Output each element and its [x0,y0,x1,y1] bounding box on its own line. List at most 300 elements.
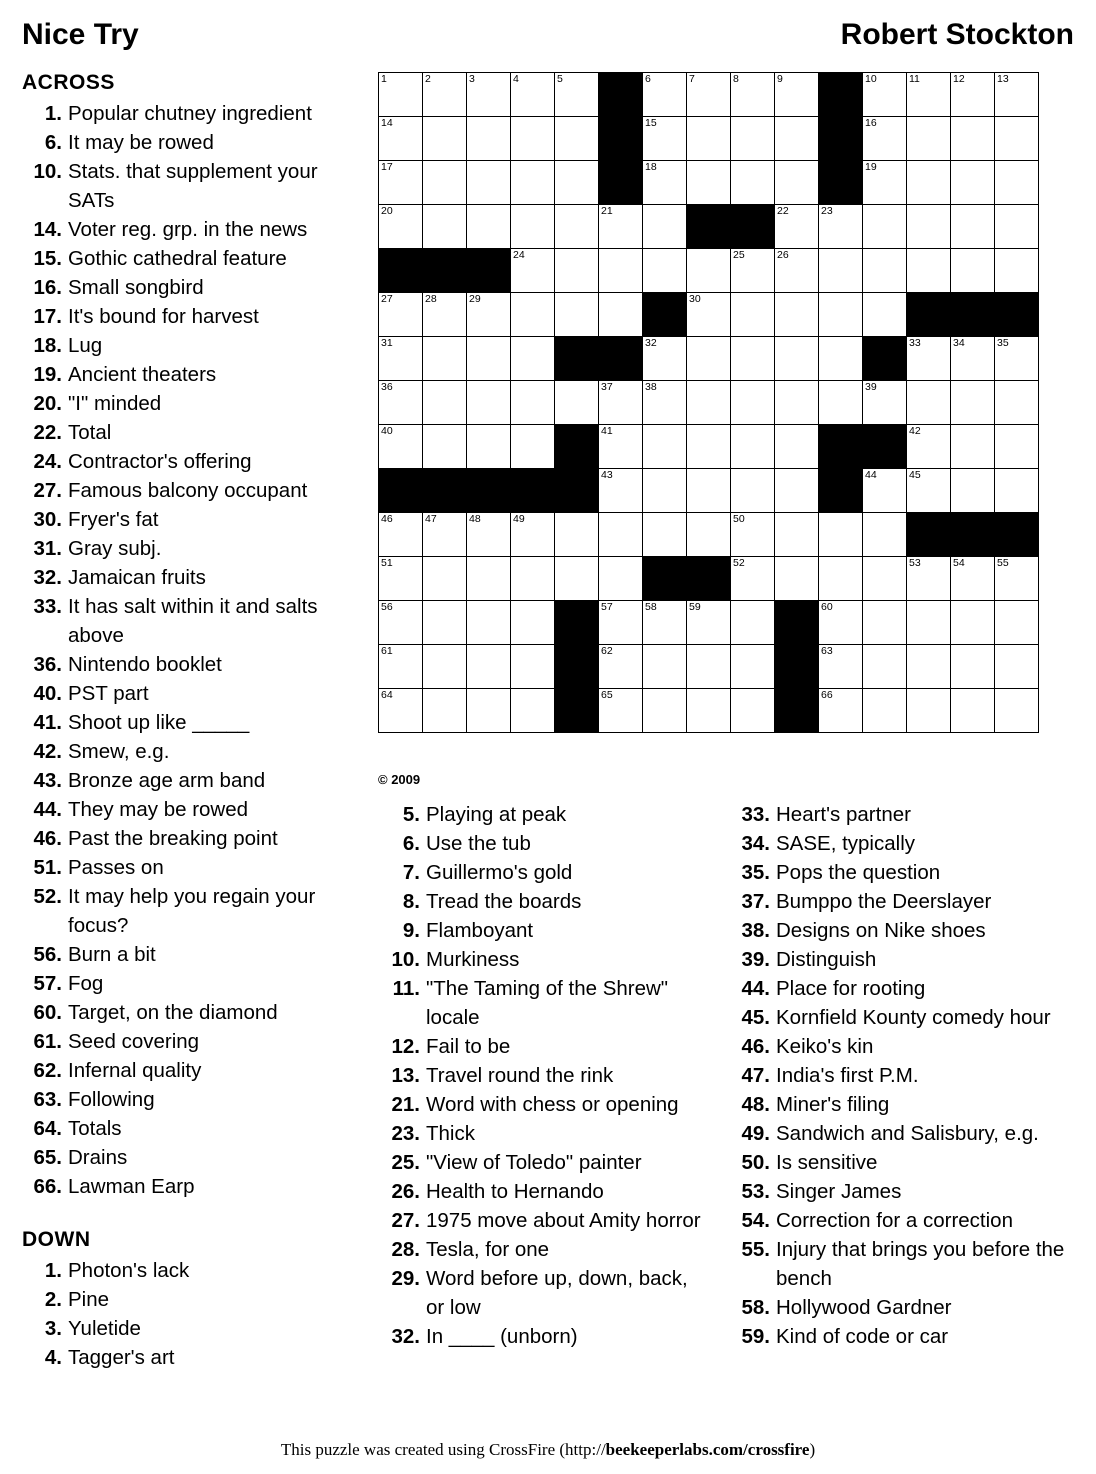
grid-cell-number: 42 [909,425,921,437]
grid-cell[interactable] [907,73,951,117]
grid-cell[interactable] [995,601,1039,645]
clue-item [728,887,1078,916]
grid-cell[interactable] [555,161,599,205]
grid-cell[interactable] [599,425,643,469]
grid-cell[interactable] [687,293,731,337]
grid-cell[interactable] [775,117,819,161]
grid-cell[interactable] [423,293,467,337]
grid-cell-number: 25 [733,249,745,261]
grid-cell[interactable] [467,293,511,337]
grid-cell[interactable] [951,337,995,381]
grid-cell-number: 7 [689,73,695,85]
clue-item [22,505,362,534]
grid-cell[interactable] [599,249,643,293]
grid-cell[interactable] [907,337,951,381]
grid-cell[interactable] [731,117,775,161]
grid-cell-number: 36 [381,381,393,393]
grid-cell[interactable] [379,293,423,337]
grid-cell[interactable] [863,117,907,161]
clue-item [378,974,708,1032]
grid-cell[interactable] [555,73,599,117]
grid-cell[interactable] [951,117,995,161]
grid-cell[interactable] [423,557,467,601]
grid-cell[interactable] [467,337,511,381]
clue-number: 15. [33,247,62,270]
clue-number: 9. [402,919,420,942]
clue-number: 39. [741,948,770,971]
grid-cell[interactable] [819,381,863,425]
grid-cell[interactable] [731,249,775,293]
grid-cell[interactable] [555,117,599,161]
clue-number: 7. [402,861,420,884]
grid-cell[interactable] [951,425,995,469]
clue-number: 21. [391,1093,420,1116]
grid-cell[interactable] [687,73,731,117]
grid-cell[interactable] [423,205,467,249]
grid-cell[interactable] [511,645,555,689]
grid-cell[interactable] [467,425,511,469]
clue-item [22,99,362,128]
grid-cell[interactable] [775,381,819,425]
grid-cell[interactable] [555,249,599,293]
grid-cell[interactable] [995,161,1039,205]
clue-item [22,592,362,650]
grid-cell[interactable] [775,161,819,205]
grid-cell[interactable] [731,73,775,117]
clue-item [22,534,362,563]
grid-cell[interactable] [863,249,907,293]
grid-cell[interactable] [995,381,1039,425]
grid-cell[interactable] [511,337,555,381]
clue-text: Kornfield Kounty comedy hour [776,1006,1051,1029]
grid-cell[interactable] [951,161,995,205]
grid-cell[interactable] [511,601,555,645]
grid-cell-number: 12 [953,73,965,85]
grid-cell[interactable] [775,337,819,381]
grid-cell[interactable] [819,513,863,557]
grid-cell[interactable] [643,249,687,293]
clue-number: 17. [33,305,62,328]
clue-number: 19. [33,363,62,386]
grid-cell[interactable] [643,381,687,425]
grid-cell[interactable] [379,425,423,469]
grid-cell[interactable] [511,689,555,733]
grid-cell[interactable] [423,73,467,117]
grid-cell[interactable] [511,425,555,469]
grid-cell[interactable] [555,557,599,601]
grid-cell[interactable] [511,249,555,293]
grid-block [907,293,951,337]
grid-cell[interactable] [863,557,907,601]
grid-row [379,337,1039,381]
grid-block [951,293,995,337]
grid-cell[interactable] [995,425,1039,469]
grid-cell[interactable] [555,205,599,249]
clue-item [378,945,708,974]
grid-cell[interactable] [423,381,467,425]
grid-cell[interactable] [379,73,423,117]
grid-cell[interactable] [863,601,907,645]
grid-cell[interactable] [599,645,643,689]
clue-number: 18. [33,334,62,357]
grid-cell[interactable] [687,337,731,381]
grid-cell-number: 34 [953,337,965,349]
clue-text: Place for rooting [776,977,926,1000]
grid-cell-number: 35 [997,337,1009,349]
grid-cell[interactable] [379,205,423,249]
clue-item [728,858,1078,887]
grid-cell[interactable] [687,249,731,293]
clue-text: Health to Hernando [426,1180,604,1203]
clue-number: 44. [741,977,770,1000]
grid-cell[interactable] [643,601,687,645]
grid-cell[interactable] [599,601,643,645]
grid-cell[interactable] [643,689,687,733]
grid-block [907,513,951,557]
grid-cell[interactable] [995,205,1039,249]
grid-cell[interactable] [775,557,819,601]
grid-cell[interactable] [775,513,819,557]
grid-cell-number: 65 [601,689,613,701]
grid-cell-number: 50 [733,513,745,525]
clue-text: It's bound for harvest [68,305,259,328]
grid-cell[interactable] [511,293,555,337]
grid-cell[interactable] [467,557,511,601]
clue-item [378,1235,708,1264]
grid-cell[interactable] [819,205,863,249]
grid-cell[interactable] [731,513,775,557]
crossword-grid[interactable] [378,72,1039,733]
clue-item [22,476,362,505]
grid-cell[interactable] [951,73,995,117]
grid-block [863,337,907,381]
grid-cell[interactable] [511,557,555,601]
grid-block [555,337,599,381]
grid-cell[interactable] [863,293,907,337]
grid-cell[interactable] [379,513,423,557]
clue-item [22,679,362,708]
grid-cell[interactable] [599,293,643,337]
clue-number: 32. [391,1325,420,1348]
grid-cell-number: 60 [821,601,833,613]
clue-item [22,273,362,302]
grid-cell[interactable] [731,645,775,689]
grid-block [555,645,599,689]
grid-cell[interactable] [379,601,423,645]
footer-suffix: ) [809,1440,816,1459]
grid-cell[interactable] [643,645,687,689]
grid-cell[interactable] [907,205,951,249]
clue-number: 57. [33,972,62,995]
clue-text: Lug [68,334,103,357]
grid-cell[interactable] [819,557,863,601]
grid-cell-number: 45 [909,469,921,481]
grid-cell[interactable] [995,337,1039,381]
clue-text: Voter reg. grp. in the news [68,218,308,241]
grid-cell[interactable] [467,645,511,689]
grid-cell[interactable] [467,161,511,205]
clue-number: 53. [741,1180,770,1203]
grid-cell[interactable] [863,161,907,205]
grid-cell[interactable] [995,645,1039,689]
grid-block [599,73,643,117]
grid-cell[interactable] [687,469,731,513]
clue-item [728,1032,1078,1061]
grid-cell[interactable] [951,249,995,293]
grid-cell[interactable] [995,73,1039,117]
grid-cell[interactable] [907,557,951,601]
grid-cell[interactable] [467,73,511,117]
grid-cell[interactable] [775,249,819,293]
grid-cell[interactable] [907,161,951,205]
clue-item [728,916,1078,945]
grid-cell[interactable] [555,381,599,425]
grid-cell[interactable] [643,337,687,381]
grid-cell[interactable] [423,117,467,161]
copyright-notice: © 2009 [378,772,421,787]
grid-cell[interactable] [731,337,775,381]
grid-cell[interactable] [643,73,687,117]
footer-link[interactable]: beekeeperlabs.com/crossfire [605,1440,810,1459]
grid-cell[interactable] [379,381,423,425]
grid-cell[interactable] [467,381,511,425]
grid-cell-number: 39 [865,381,877,393]
grid-cell[interactable] [819,293,863,337]
clue-number: 35. [741,861,770,884]
grid-block [687,557,731,601]
grid-cell[interactable] [687,117,731,161]
grid-cell[interactable] [907,469,951,513]
grid-cell[interactable] [731,161,775,205]
clue-number: 26. [391,1180,420,1203]
clue-text: Correction for a correction [776,1209,1013,1232]
clue-number: 31. [33,537,62,560]
clue-number: 22. [33,421,62,444]
grid-cell[interactable] [775,293,819,337]
clue-number: 42. [33,740,62,763]
grid-cell[interactable] [643,513,687,557]
grid-cell[interactable] [511,513,555,557]
down-clue-list-left [22,1256,362,1372]
grid-cell[interactable] [951,557,995,601]
clue-item [22,650,362,679]
grid-cell[interactable] [819,601,863,645]
clue-item [22,157,362,215]
clue-number: 50. [741,1151,770,1174]
grid-block [599,161,643,205]
grid-cell[interactable] [423,645,467,689]
grid-cell[interactable] [775,205,819,249]
grid-cell-number: 62 [601,645,613,657]
grid-cell[interactable] [467,117,511,161]
grid-cell-number: 51 [381,557,393,569]
grid-cell[interactable] [687,645,731,689]
grid-cell[interactable] [907,249,951,293]
grid-cell[interactable] [687,161,731,205]
clue-item [22,331,362,360]
clue-number: 64. [33,1117,62,1140]
grid-cell[interactable] [995,249,1039,293]
grid-cell[interactable] [995,689,1039,733]
clue-item [728,1148,1078,1177]
grid-cell[interactable] [863,689,907,733]
clue-item [22,969,362,998]
clue-number: 11. [392,977,420,1000]
grid-table[interactable] [378,72,1039,733]
grid-cell[interactable] [467,205,511,249]
clue-number: 2. [44,1288,62,1311]
grid-cell[interactable] [907,117,951,161]
clue-text: Nintendo booklet [68,653,222,676]
grid-cell[interactable] [731,557,775,601]
grid-cell[interactable] [555,513,599,557]
grid-cell[interactable] [731,601,775,645]
grid-cell[interactable] [907,689,951,733]
grid-block [511,469,555,513]
clue-item [378,1322,708,1351]
grid-cell[interactable] [907,601,951,645]
clue-number: 5. [402,803,420,826]
clue-text: Bumppo the Deerslayer [776,890,992,913]
grid-cell[interactable] [423,689,467,733]
grid-block [379,469,423,513]
grid-cell[interactable] [863,469,907,513]
grid-cell[interactable] [511,73,555,117]
clue-item [728,1061,1078,1090]
grid-cell[interactable] [951,381,995,425]
grid-cell[interactable] [995,117,1039,161]
grid-cell[interactable] [379,337,423,381]
grid-cell-number: 16 [865,117,877,129]
grid-cell[interactable] [687,425,731,469]
grid-cell[interactable] [643,205,687,249]
grid-cell[interactable] [599,557,643,601]
clue-number: 61. [33,1030,62,1053]
grid-cell[interactable] [775,425,819,469]
grid-cell[interactable] [643,469,687,513]
grid-cell[interactable] [951,601,995,645]
grid-cell[interactable] [599,513,643,557]
grid-cell[interactable] [731,425,775,469]
clue-text: Word with chess or opening [426,1093,679,1116]
grid-cell[interactable] [423,601,467,645]
grid-cell[interactable] [995,557,1039,601]
clue-number: 33. [741,803,770,826]
clue-item [22,882,362,940]
grid-cell[interactable] [511,381,555,425]
grid-cell[interactable] [423,425,467,469]
clue-text: "View of Toledo" painter [426,1151,642,1174]
grid-cell[interactable] [599,381,643,425]
grid-cell[interactable] [687,513,731,557]
grid-cell[interactable] [467,601,511,645]
clue-item [22,1143,362,1172]
grid-cell[interactable] [599,689,643,733]
grid-cell[interactable] [511,205,555,249]
clue-item [728,1090,1078,1119]
grid-cell[interactable] [423,513,467,557]
grid-cell[interactable] [643,117,687,161]
clue-item [728,829,1078,858]
grid-cell[interactable] [819,689,863,733]
grid-block [863,425,907,469]
grid-cell[interactable] [511,161,555,205]
clue-number: 43. [33,769,62,792]
grid-cell-number: 46 [381,513,393,525]
grid-cell[interactable] [379,117,423,161]
grid-cell-number: 9 [777,73,783,85]
clue-text: Tread the boards [426,890,582,913]
grid-cell[interactable] [379,689,423,733]
grid-cell[interactable] [907,425,951,469]
grid-cell[interactable] [379,557,423,601]
grid-row [379,645,1039,689]
grid-cell[interactable] [863,73,907,117]
grid-cell[interactable] [511,117,555,161]
grid-cell[interactable] [599,205,643,249]
grid-cell[interactable] [643,425,687,469]
grid-cell[interactable] [819,249,863,293]
grid-cell[interactable] [951,205,995,249]
grid-cell[interactable] [687,381,731,425]
grid-cell[interactable] [951,645,995,689]
grid-cell[interactable] [467,689,511,733]
grid-cell[interactable] [907,381,951,425]
grid-cell-number: 55 [997,557,1009,569]
grid-cell[interactable] [467,513,511,557]
grid-cell[interactable] [907,645,951,689]
grid-cell[interactable] [775,73,819,117]
clue-text: Following [68,1088,155,1111]
grid-cell[interactable] [819,645,863,689]
clue-text: Bronze age arm band [68,769,266,792]
grid-cell[interactable] [995,469,1039,513]
grid-cell[interactable] [599,469,643,513]
grid-cell[interactable] [951,689,995,733]
clue-text: Shoot up like _____ [68,711,250,734]
grid-cell[interactable] [731,293,775,337]
grid-cell[interactable] [731,469,775,513]
grid-cell-number: 47 [425,513,437,525]
clue-item [22,824,362,853]
grid-cell[interactable] [951,469,995,513]
grid-cell[interactable] [863,381,907,425]
grid-cell[interactable] [687,601,731,645]
grid-cell[interactable] [863,205,907,249]
grid-cell[interactable] [731,689,775,733]
grid-cell[interactable] [863,513,907,557]
grid-cell-number: 15 [645,117,657,129]
grid-cell[interactable] [423,161,467,205]
clue-item [378,1148,708,1177]
grid-cell[interactable] [731,381,775,425]
clue-text: Jamaican fruits [68,566,206,589]
clue-item [22,1343,362,1372]
clue-number: 54. [741,1209,770,1232]
grid-cell[interactable] [643,161,687,205]
grid-cell[interactable] [379,161,423,205]
clue-number: 49. [741,1122,770,1145]
grid-cell[interactable] [775,469,819,513]
grid-cell[interactable] [819,337,863,381]
grid-cell[interactable] [423,337,467,381]
grid-cell[interactable] [863,645,907,689]
grid-cell[interactable] [379,645,423,689]
clue-text: Small songbird [68,276,204,299]
grid-block [775,689,819,733]
grid-cell[interactable] [555,293,599,337]
grid-cell[interactable] [687,689,731,733]
